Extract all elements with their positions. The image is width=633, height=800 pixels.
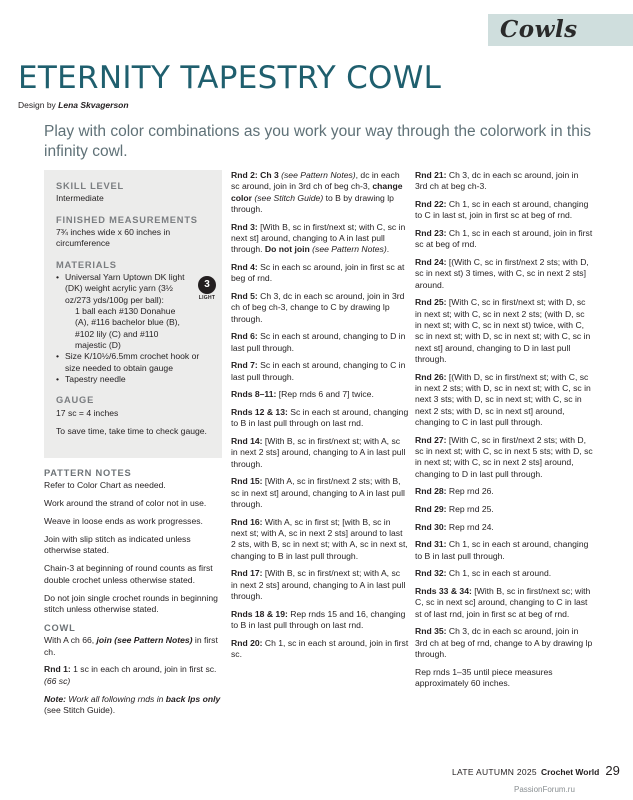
round-text: Rep rnd 24.	[446, 521, 494, 532]
footer-issue: LATE AUTUMN 2025	[452, 767, 537, 777]
rounds-18-19	[231, 609, 409, 632]
round-text: Sc in each st around, changing to C in last pull through.	[231, 360, 406, 382]
round-text: Ch 1, sc in each st around, join in first sc at beg of rnd.	[415, 227, 593, 250]
round-1	[44, 664, 224, 687]
round-text: [With B, sc in first/next st; with A, sc in next 2 sts] around, changing to A in last pull through.	[231, 435, 406, 469]
round-text: Sc in each st around, changing to D in last pull through.	[231, 331, 406, 353]
footer-magazine: Crochet World	[540, 767, 600, 777]
round-text: Ch 3, dc in each sc around, join in 3rd ch at beg ch-3.	[415, 170, 579, 192]
round-text: Rep rnd 25.	[446, 503, 494, 514]
pattern-note: Refer to Color Chart as needed.	[44, 480, 166, 491]
round-20	[231, 638, 409, 661]
cowl-heading: COWL	[44, 622, 76, 633]
skill-level: Intermediate	[56, 193, 104, 204]
section-tab	[488, 14, 633, 46]
round-label: Rnd 31:	[415, 539, 447, 550]
yarn-weight-icon	[196, 276, 218, 304]
pattern-note: Work around the strand of color not in use.	[44, 498, 207, 509]
finishing-text: Rep rnds 1–35 until piece measures approximately 60 inches.	[415, 666, 553, 688]
measurements-heading: FINISHED MEASUREMENTS	[56, 214, 198, 225]
instructions-column-2	[231, 170, 409, 667]
round-25	[415, 297, 593, 365]
pattern-notes-column	[44, 467, 224, 723]
round-text: , dc in each sc around, join in 3rd ch of beg ch-3,	[231, 170, 400, 192]
round-label: Rnd 16:	[231, 516, 263, 527]
round-label: Rnd 5:	[231, 290, 258, 301]
round-3	[231, 222, 409, 256]
round-6	[231, 331, 409, 354]
text: in first ch.	[44, 635, 218, 657]
round-label: Rnd 26:	[415, 371, 447, 382]
round-text: [With A, sc in first/next 2 sts; with B, sc in next st] around, changing to A in last pull through.	[231, 476, 405, 509]
round-text: [With B, sc in first/next sc; with C, sc in next sc] around, changing to C in last st of last rnd, join in first sc at beg of rnd.	[415, 585, 591, 619]
gauge-heading: GAUGE	[56, 395, 95, 406]
note-label: Note:	[44, 693, 66, 704]
round-text: to B by drawing lp through.	[231, 192, 394, 215]
round-label: Rnd 4:	[231, 262, 258, 272]
round-26	[415, 372, 593, 429]
round-15	[231, 476, 409, 510]
round-4	[231, 262, 409, 285]
round-label: Rnd 22:	[415, 198, 447, 209]
designer-name: Lena Skvagerson	[58, 100, 129, 110]
ref: (see Pattern Notes)	[278, 170, 356, 180]
note-text: (see Stitch Guide).	[44, 705, 116, 716]
gauge-note: To save time, take time to check gauge.	[56, 425, 207, 436]
round-label: Rnd 23:	[415, 227, 447, 238]
round-text: [With C, sc in first/next 2 sts; with D, sc in next st; with C, sc in next 5 sts; with D, sc in next st; with C, sc in next 2 sts] around, changing to D in last pull through.	[415, 434, 593, 479]
round-28	[415, 486, 593, 497]
round-label: Rnd 21:	[415, 170, 447, 180]
round-27	[415, 435, 593, 480]
material-hook: • Size K/10½/6.5mm crochet hook or size needed to obtain gauge	[56, 351, 212, 374]
round-text: Ch 3, dc in each sc around, join in 3rd ch at beg of rnd, change to A by drawing lp through.	[415, 626, 593, 659]
round-label: Rnd 17:	[231, 568, 263, 579]
round-label: Rnd 6:	[231, 331, 258, 342]
ref: (see Stitch Guide)	[252, 192, 324, 203]
stitch-count: (66 sc)	[44, 675, 71, 686]
emphasis: change color	[231, 181, 403, 203]
round-label: Rnd 29:	[415, 503, 447, 514]
round-text: 1 sc in each ch around, join in first sc.	[70, 664, 217, 675]
round-label: Rnds 8–11:	[231, 389, 277, 400]
page-title: ETERNITY TAPESTRY COWL	[18, 60, 442, 96]
round-text: Ch 1, sc in each st around, changing to B in last pull through.	[415, 539, 589, 561]
round-text: [Rep rnds 6 and 7] twice.	[276, 389, 374, 400]
note-emphasis: back lps only	[165, 693, 221, 704]
yarn-weight-number: 3	[198, 276, 216, 294]
materials-list	[56, 272, 212, 385]
material-yarn	[56, 272, 212, 351]
round-text: Ch 3, dc in each sc around, join in 3rd ch of beg ch-3, change to C by drawing lp through.	[231, 290, 405, 324]
text: With A ch 66,	[44, 635, 97, 646]
material-needle: • Tapestry needle	[56, 374, 212, 385]
rounds-8-11	[231, 389, 409, 400]
round-7	[231, 360, 409, 383]
round-label: Rnd 28:	[415, 486, 447, 497]
round-16	[231, 517, 409, 562]
cowl-start	[44, 635, 224, 658]
emphasis: Do not join	[264, 244, 310, 255]
emphasis: join (see Pattern Notes)	[96, 635, 193, 646]
gauge: 17 sc = 4 inches	[56, 407, 119, 418]
round-label: Rnds 18 & 19:	[231, 608, 288, 619]
round-text: [(With D, sc in first/next st; with C, sc in next 2 sts; with D, sc in next st; with C, sc in next 3 sts; with D, sc in next st; with C, sc in next 2 sts; with D, sc in next st] around, changing to C in last pull through.	[415, 371, 591, 428]
material-yarn-colors: 1 ball each #130 Donahue (A), #116 bachelor blue (B), #102 lily (C) and #110 majestic (D)	[75, 305, 180, 350]
ref: (see Pattern Notes)	[309, 244, 387, 255]
round-35	[415, 626, 593, 660]
pattern-note: Do not join single crochet rounds in beginning stitch unless otherwise stated.	[44, 592, 218, 614]
pattern-notes-heading: PATTERN NOTES	[44, 468, 132, 478]
round-text: With A, sc in first st; [with B, sc in next st; with A, sc in next 2 sts] around to last 2 sts, with B, sc in next st; with A, sc in next st, changing to B in last pull through.	[231, 516, 408, 561]
round-label: Rnd 20:	[231, 637, 263, 648]
round-2	[231, 170, 409, 215]
intro-text: Play with color combinations as you work your way through the colorwork in this infinity cowl.	[44, 123, 592, 161]
pattern-note: Chain-3 at beginning of round counts as first double crochet unless otherwise stated.	[44, 563, 213, 585]
round-label: Rnds 33 & 34:	[415, 585, 472, 596]
round-label: Rnd 30:	[415, 521, 447, 532]
round-text: Ch 1, sc in each st around, join in first sc.	[231, 637, 409, 659]
round-text: Rep rnds 15 and 16, changing to B in last pull through on last rnd.	[231, 608, 406, 630]
round-label: Rnd 1:	[44, 664, 71, 675]
skill-level-heading: SKILL LEVEL	[56, 181, 125, 191]
rounds-33-34	[415, 586, 593, 620]
round-label: Rnd 27:	[415, 434, 447, 445]
round-label: Rnd 3:	[231, 221, 258, 232]
pattern-note: Join with slip stitch as indicated unless otherwise stated.	[44, 534, 191, 556]
rounds-12-13	[231, 407, 409, 430]
round-14	[231, 436, 409, 470]
material-yarn-text: Universal Yarn Uptown DK light (DK) weight acrylic yarn (3½ oz/273 yds/100g per ball):	[65, 271, 185, 305]
round-17	[231, 568, 409, 602]
pattern-note: Weave in loose ends as work progresses.	[44, 516, 203, 527]
round-text: [With C, sc in first/next st; with D, sc in next st; with C, sc in next 2 sts; (with D, sc in next st; with C, sc in next st) twice, with C, sc in next st; with D, sc in next st; with C, sc in next st] around, changing to D in last pull through.	[415, 297, 591, 364]
page-footer	[452, 762, 620, 779]
round-31	[415, 539, 593, 562]
round-label: Rnd 32:	[415, 568, 447, 579]
page-number: 29	[605, 763, 620, 778]
round-text: Sc in each st around, changing to B in last pull through on last rnd.	[231, 406, 409, 429]
measurements: 7¾ inches wide x 60 inches in circumference	[56, 226, 171, 249]
round-text: Rep rnd 26.	[446, 486, 494, 497]
round-30	[415, 522, 593, 533]
materials-sidebar	[44, 170, 222, 458]
round-label: Rnd 15:	[231, 476, 263, 487]
yarn-weight-label: LIGHT	[198, 295, 216, 301]
section-label: Cowls	[500, 16, 578, 43]
instructions-column-3	[415, 170, 593, 696]
round-24	[415, 257, 593, 291]
round-32	[415, 568, 593, 579]
round-22	[415, 199, 593, 222]
watermark: PassionForum.ru	[514, 785, 575, 794]
round-label: Rnd 2: Ch 3	[231, 170, 279, 180]
note-text: Work all following rnds in	[65, 693, 166, 704]
round-label: Rnds 12 & 13:	[231, 406, 288, 417]
round-text: [With B, sc in first/next st; with A, sc in next 2 sts] around, changing to A in last pull through.	[231, 568, 406, 601]
round-text: [With B, sc in first/next st; with C, sc in next st] around, changing to A in last pull through.	[231, 221, 406, 255]
byline	[18, 100, 129, 111]
materials-heading: MATERIALS	[56, 259, 117, 270]
round-text: Sc in each sc around, join in first sc at beg of rnd.	[231, 262, 405, 284]
round-text: Ch 1, sc in each st around.	[446, 568, 552, 579]
round-text: Ch 1, sc in each st around, changing to C in last st, join in first sc at beg of rnd.	[415, 198, 589, 221]
round-text: [(With C, sc in first/next 2 sts; with D, sc in next st) 3 times, with C, sc in next 2 sts] around.	[415, 256, 589, 290]
round-label: Rnd 24:	[415, 256, 447, 267]
round-5	[231, 291, 409, 325]
round-label: Rnd 7:	[231, 360, 258, 371]
round-label: Rnd 35:	[415, 626, 447, 637]
round-21	[415, 170, 593, 193]
round-29	[415, 504, 593, 515]
byline-prefix: Design by	[18, 100, 59, 110]
note	[44, 694, 224, 717]
round-text: .	[386, 244, 390, 255]
round-label: Rnd 25:	[415, 297, 447, 308]
round-23	[415, 228, 593, 251]
round-label: Rnd 14:	[231, 435, 263, 446]
